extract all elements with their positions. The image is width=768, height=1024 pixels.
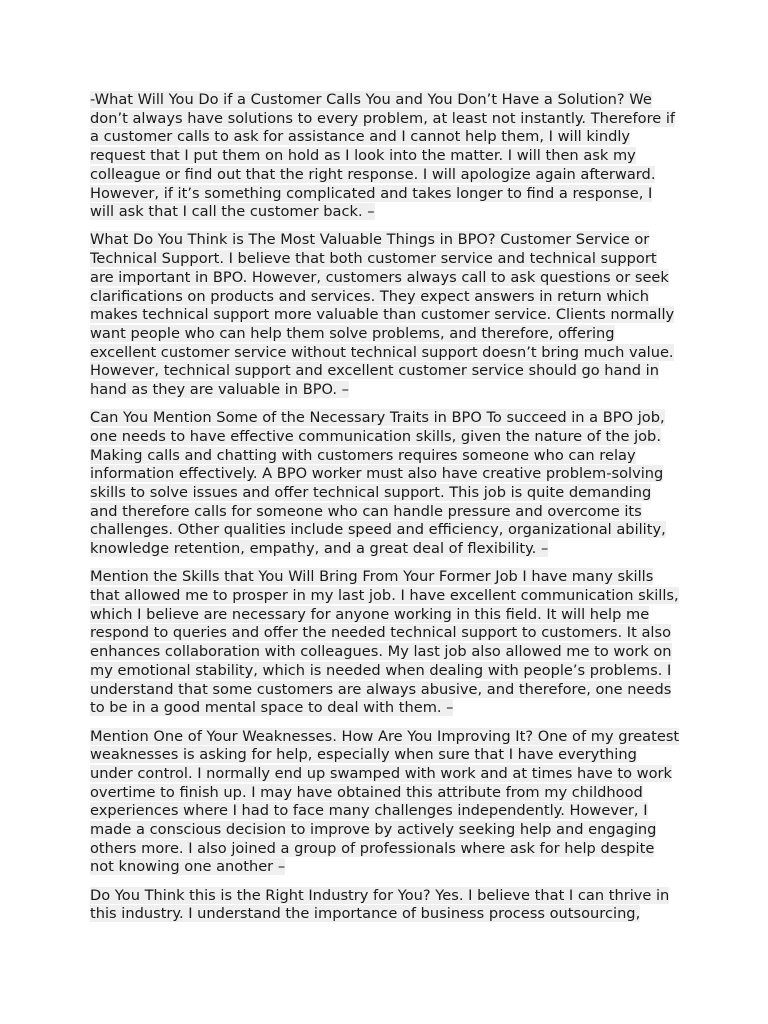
- paragraph-weaknesses: [90, 728, 680, 878]
- paragraph-customer-no-solution: [90, 91, 680, 222]
- paragraph-text: Mention the Skills that You Will Bring From Your Former Job I have many skills that allowed me to prosper in my last job. I have excellent communication skills, which I believe are necessary for anyone working in this field. It will help me respond to queries and offer the needed technical support to customers. It also enhances collaboration with colleagues. My last job also allowed me to work on my emotional stability, which is needed when dealing with people’s problems. I understand that some customers are always abusive, and therefore, one needs to be in a good mental space to deal with them. –: [90, 568, 679, 717]
- paragraph-text: -What Will You Do if a Customer Calls You and You Don’t Have a Solution? We don’t always have solutions to every problem, at least not instantly. Therefore if a customer calls to ask for assistance and I cannot help them, I will kindly request that I put them on hold as I look into the matter. I will then ask my colleague or find out that the right response. I will apologize again afterward. However, if it’s something complicated and takes longer to find a response, I will ask that I call the customer back. –: [90, 91, 676, 221]
- paragraph-text: Can You Mention Some of the Necessary Traits in BPO To succeed in a BPO job, one needs to have effective communication skills, given the nature of the job. Making calls and chatting with customers requires someone who can relay information effectively. A BPO worker must also have creative problem-solving skills to solve issues and offer technical support. This job is quite demanding and therefore calls for someone who can handle pressure and overcome its challenges. Other qualities include speed and efficiency, organizational ability, knowledge retention, empathy, and a great deal of flexibility. –: [90, 409, 666, 558]
- document-body: [90, 91, 680, 924]
- paragraph-right-industry: [90, 887, 680, 924]
- paragraph-necessary-traits: [90, 409, 680, 559]
- paragraph-text: What Do You Think is The Most Valuable Things in BPO? Customer Service or Technical Support. I believe that both customer service and technical support are important in BPO. However, customers always call to ask questions or seek clarifications on products and services. They expect answers in return which makes technical support more valuable than customer service. Clients normally want people who can help them solve problems, and therefore, offering excellent customer service without technical support doesn’t bring much value. However, technical support and excellent customer service should go hand in hand as they are valuable in BPO. –: [90, 231, 675, 399]
- paragraph-former-job-skills: [90, 568, 680, 718]
- paragraph-text: Do You Think this is the Right Industry for You? Yes. I believe that I can thrive in this industry. I understand the importance of business process outsourcing,: [90, 886, 670, 923]
- paragraph-most-valuable-bpo: [90, 231, 680, 399]
- paragraph-text: Mention One of Your Weaknesses. How Are You Improving It? One of my greatest weaknesses is asking for help, especially when sure that I have everything under control. I normally end up swamped with work and at times have to work overtime to finish up. I may have obtained this attribute from my childhood experiences where I had to face many challenges independently. However, I made a conscious decision to improve by actively seeking help and engaging others more. I also joined a group of professionals where ask for help despite not knowing one another –: [90, 727, 680, 876]
